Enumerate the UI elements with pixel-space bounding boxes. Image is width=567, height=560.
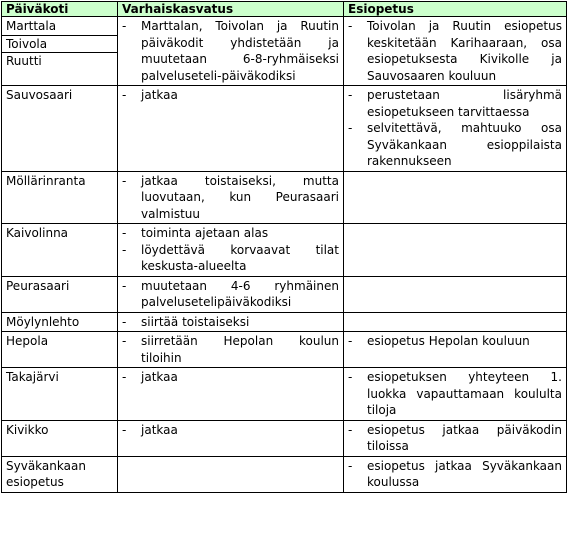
bullet-list: [120, 314, 339, 331]
varhaiskasvatus-cell: [118, 276, 344, 312]
daycare-plan-table: [1, 1, 567, 493]
bullet-text: jatkaa: [141, 422, 178, 437]
table-row: [2, 171, 567, 224]
daycare-name-group: [2, 18, 117, 70]
table-row: [2, 420, 567, 456]
daycare-name-cell: [2, 420, 118, 456]
table-row: [2, 86, 567, 172]
bullet-item: [346, 120, 562, 170]
dash-bullet-icon: -: [348, 121, 353, 135]
bullet-text: jatkaa: [141, 370, 178, 384]
varhaiskasvatus-cell: [118, 332, 344, 368]
dash-bullet-icon: -: [348, 19, 353, 33]
bullet-text: esiopetuksen yhteyteen 1. luokka vapauttamaan koululta tiloja: [367, 370, 562, 417]
daycare-name: Möylynlehto: [6, 314, 80, 329]
bullet-list: [120, 369, 339, 386]
dash-bullet-icon: -: [122, 314, 127, 329]
header-esiopetus: Esiopetus: [344, 2, 567, 17]
bullet-item: [120, 278, 339, 311]
bullet-text: löydettävä korvaavat tilat keskusta-alueelta: [141, 242, 339, 273]
esiopetus-cell: [344, 224, 567, 277]
bullet-text: Toivolan ja Ruutin esiopetus keskitetään Karihaaraan, osa esiopetuksesta Kivikolle ja Sauvosaaren kouluun: [367, 19, 562, 83]
varhaiskasvatus-cell: [118, 368, 344, 421]
daycare-name: Takajärvi: [6, 370, 59, 384]
dash-bullet-icon: -: [122, 173, 127, 188]
daycare-name: Möllärinranta: [6, 173, 86, 188]
bullet-item: [120, 314, 339, 331]
bullet-item: [346, 369, 562, 419]
bullet-item: [120, 242, 339, 275]
bullet-list: [120, 278, 339, 311]
bullet-item: [120, 173, 339, 223]
dash-bullet-icon: -: [122, 242, 127, 257]
esiopetus-cell: [344, 312, 567, 332]
daycare-name: Kivikko: [6, 422, 49, 437]
table-row: [2, 332, 567, 368]
bullet-text: selvitettävä, mahtuuko osa Syväkankaan esioppilaista rakennukseen: [367, 121, 562, 168]
bullet-text: muutetaan 4-6 ryhmäinen palvelusetelipäiväkodiksi: [141, 278, 339, 309]
dash-bullet-icon: -: [122, 88, 127, 102]
table-body: [2, 17, 567, 493]
varhaiskasvatus-cell: [118, 420, 344, 456]
bullet-item: [346, 18, 562, 84]
bullet-list: [120, 333, 339, 366]
esiopetus-cell: [344, 332, 567, 368]
table-row: [2, 224, 567, 277]
table-row: [2, 368, 567, 421]
dash-bullet-icon: -: [122, 422, 127, 437]
daycare-name-cell: [2, 332, 118, 368]
bullet-item: [120, 422, 339, 439]
varhaiskasvatus-cell: [118, 224, 344, 277]
header-varhaiskasvatus: Varhaiskasvatus: [118, 2, 344, 17]
daycare-name: Syväkankaan esiopetus: [6, 458, 86, 489]
bullet-list: [120, 422, 339, 439]
bullet-item: [120, 87, 339, 104]
table-row: [2, 276, 567, 312]
bullet-item: [120, 225, 339, 242]
bullet-item: [346, 333, 562, 350]
dash-bullet-icon: -: [122, 226, 127, 240]
bullet-text: esiopetus Hepolan kouluun: [367, 334, 530, 348]
esiopetus-cell: [344, 420, 567, 456]
varhaiskasvatus-cell: [118, 456, 344, 492]
daycare-name-cell: [2, 312, 118, 332]
daycare-name: Ruutti: [6, 54, 42, 68]
esiopetus-cell: [344, 368, 567, 421]
dash-bullet-icon: -: [348, 370, 353, 384]
dash-bullet-icon: -: [122, 278, 127, 293]
dash-bullet-icon: -: [348, 88, 353, 102]
bullet-text: jatkaa toistaiseksi, mutta luovutaan, kun Peurasaari valmistuu: [141, 173, 339, 221]
daycare-name: Marttala: [2, 18, 117, 36]
bullet-list: [120, 18, 339, 84]
header-row: [2, 2, 567, 17]
esiopetus-cell: [344, 276, 567, 312]
bullet-list: [120, 87, 339, 104]
daycare-name-cell: [2, 224, 118, 277]
bullet-list: [120, 225, 339, 275]
esiopetus-cell: [344, 171, 567, 224]
esiopetus-cell: [344, 17, 567, 86]
varhaiskasvatus-cell: [118, 86, 344, 172]
daycare-name: Peurasaari: [6, 278, 70, 293]
dash-bullet-icon: -: [122, 334, 127, 348]
varhaiskasvatus-cell: [118, 171, 344, 224]
bullet-text: esiopetus jatkaa Syväkankaan koulussa: [367, 458, 562, 489]
bullet-item: [120, 333, 339, 366]
bullet-list: [346, 422, 562, 455]
daycare-name-cell: [2, 368, 118, 421]
daycare-name: Kaivolinna: [6, 226, 69, 240]
table-row: [2, 456, 567, 492]
daycare-name-cell: [2, 86, 118, 172]
bullet-list: [120, 173, 339, 223]
dash-bullet-icon: -: [348, 422, 353, 437]
bullet-item: [120, 18, 339, 84]
daycare-name: Hepola: [6, 334, 49, 348]
table-row: [2, 312, 567, 332]
bullet-text: Marttalan, Toivolan ja Ruutin päiväkodit yhdistetään ja muutetaan 6-8-ryhmäiseksi palveluseteli-päiväkodiksi: [141, 19, 339, 83]
daycare-name: Toivola: [2, 36, 117, 54]
bullet-item: [346, 458, 562, 491]
dash-bullet-icon: -: [348, 334, 353, 348]
table-row: [2, 17, 567, 86]
bullet-item: [346, 87, 562, 120]
bullet-item: [346, 422, 562, 455]
bullet-list: [346, 333, 562, 350]
esiopetus-cell: [344, 456, 567, 492]
bullet-item: [120, 369, 339, 386]
dash-bullet-icon: -: [122, 370, 127, 384]
daycare-name-cell: [2, 456, 118, 492]
daycare-name: Sauvosaari: [6, 88, 73, 102]
bullet-list: [346, 369, 562, 419]
varhaiskasvatus-cell: [118, 17, 344, 86]
varhaiskasvatus-cell: [118, 312, 344, 332]
bullet-text: jatkaa: [141, 88, 178, 102]
esiopetus-cell: [344, 86, 567, 172]
bullet-text: toiminta ajetaan alas: [141, 226, 269, 240]
dash-bullet-icon: -: [348, 458, 353, 473]
bullet-list: [346, 458, 562, 491]
daycare-name-cell: [2, 17, 118, 86]
daycare-name-cell: [2, 171, 118, 224]
daycare-name-cell: [2, 276, 118, 312]
bullet-text: siirretään Hepolan koulun tiloihin: [141, 334, 339, 365]
header-paivakoti: Päiväkoti: [2, 2, 118, 17]
bullet-text: esiopetus jatkaa päiväkodin tiloissa: [367, 422, 562, 453]
bullet-text: perustetaan lisäryhmä esiopetukseen tarvittaessa: [367, 88, 562, 119]
dash-bullet-icon: -: [122, 19, 127, 33]
bullet-list: [346, 18, 562, 84]
bullet-list: [346, 87, 562, 170]
bullet-text: siirtää toistaiseksi: [141, 314, 250, 329]
